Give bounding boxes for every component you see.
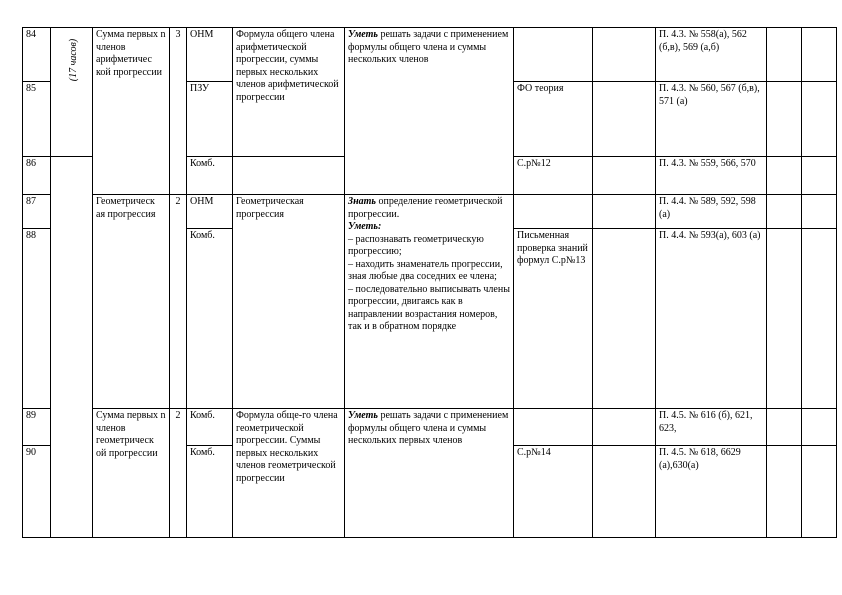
homework-cell: П. 4.5. № 618, 6629 (а),630(а): [656, 446, 767, 538]
table-row: [23, 409, 837, 446]
skills-cell: [345, 28, 514, 195]
skills-cell: [345, 409, 514, 538]
lesson-type: ПЗУ: [187, 82, 233, 157]
empty-cell: [767, 409, 802, 446]
content-cell: Формула обще-го члена геометрической прогрессии. Суммы первых нескольких членов геометрической прогрессии: [233, 409, 345, 538]
homework-cell: П. 4.5. № 616 (б), 621, 623,: [656, 409, 767, 446]
homework-cell: П. 4.4. № 589, 592, 598 (а): [656, 195, 767, 229]
lesson-number: 85: [23, 82, 51, 157]
control-cell: Письменная проверка знаний формул С.р№13: [514, 229, 593, 409]
lesson-type: Комб.: [187, 446, 233, 538]
empty-cell: [593, 195, 656, 229]
empty-cell: [593, 28, 656, 82]
empty-cell: [802, 195, 837, 229]
empty-cell: [593, 409, 656, 446]
skill-heading: Уметь: [348, 410, 378, 421]
control-cell: С.р№14: [514, 446, 593, 538]
skill-text: решать задачи с применением формулы общего члена и суммы нескольких первых членов: [348, 410, 509, 446]
empty-cell: [767, 157, 802, 195]
skill-text: решать задачи с применением формулы общего члена и суммы нескольких членов: [348, 29, 509, 65]
homework-cell: П. 4.4. № 593(а), 603 (а): [656, 229, 767, 409]
empty-cell: [802, 157, 837, 195]
control-cell: С.р№12: [514, 157, 593, 195]
lesson-type: Комб.: [187, 409, 233, 446]
empty-cell: [802, 82, 837, 157]
content-cell: Формула общего члена арифметической прогрессии, суммы первых нескольких членов арифметической прогрессии: [233, 28, 345, 157]
empty-cell: [767, 82, 802, 157]
empty-cell: [802, 446, 837, 538]
control-cell: ФО теория: [514, 82, 593, 157]
content-cell: Геометрическая прогрессия: [233, 195, 345, 409]
skill-item: – распознавать геометрическую прогрессию;: [348, 233, 484, 257]
know-text: определение геометрической прогрессии.: [348, 196, 503, 220]
table-row: [23, 195, 837, 229]
lesson-number: 87: [23, 195, 51, 229]
skills-cell: [345, 195, 514, 409]
skill-heading: Уметь: [348, 29, 378, 40]
content-cell: [233, 157, 345, 195]
lesson-number: 84: [23, 28, 51, 82]
homework-cell: П. 4.3. № 558(а), 562 (б,в), 569 (а,б): [656, 28, 767, 82]
skill-item: – последовательно выписывать члены прогрессии, двигаясь как в направлении возрастания номеров, так и в обратном порядке: [348, 283, 510, 332]
topic-cell: Геометрическ ая прогрессия: [93, 195, 170, 409]
skill-heading: Уметь:: [348, 221, 382, 232]
lesson-type: ОНМ: [187, 195, 233, 229]
section-hours-label: (17 часов): [67, 38, 79, 82]
lesson-number: 90: [23, 446, 51, 538]
section-cell: [51, 28, 93, 157]
homework-cell: П. 4.3. № 560, 567 (б,в), 571 (а): [656, 82, 767, 157]
skill-item: – находить знаменатель прогрессии, зная любые два соседних ее члена;: [348, 258, 503, 282]
lesson-number: 88: [23, 229, 51, 409]
table-row: [23, 28, 837, 82]
lesson-type: ОНМ: [187, 28, 233, 82]
empty-cell: [767, 28, 802, 82]
control-cell: [514, 28, 593, 82]
lesson-number: 86: [23, 157, 51, 195]
empty-cell: [593, 229, 656, 409]
control-cell: [514, 195, 593, 229]
control-cell: [514, 409, 593, 446]
topic-cell: Сумма первых n членов арифметичес кой прогрессии: [93, 28, 170, 195]
lesson-number: 89: [23, 409, 51, 446]
empty-cell: [802, 28, 837, 82]
empty-cell: [767, 446, 802, 538]
hours-cell: 2: [170, 195, 187, 409]
empty-cell: [767, 195, 802, 229]
empty-cell: [767, 229, 802, 409]
empty-cell: [802, 229, 837, 409]
hours-cell: 2: [170, 409, 187, 538]
homework-cell: П. 4.3. № 559, 566, 570: [656, 157, 767, 195]
know-heading: Знать: [348, 196, 376, 207]
hours-cell: 3: [170, 28, 187, 195]
empty-cell: [593, 157, 656, 195]
lesson-type: Комб.: [187, 229, 233, 409]
topic-cell: Сумма первых n членов геометрическ ой прогрессии: [93, 409, 170, 538]
lesson-type: Комб.: [187, 157, 233, 195]
empty-cell: [593, 82, 656, 157]
lesson-plan-table: [22, 27, 837, 538]
section-cell-empty: [51, 157, 93, 538]
empty-cell: [802, 409, 837, 446]
empty-cell: [593, 446, 656, 538]
